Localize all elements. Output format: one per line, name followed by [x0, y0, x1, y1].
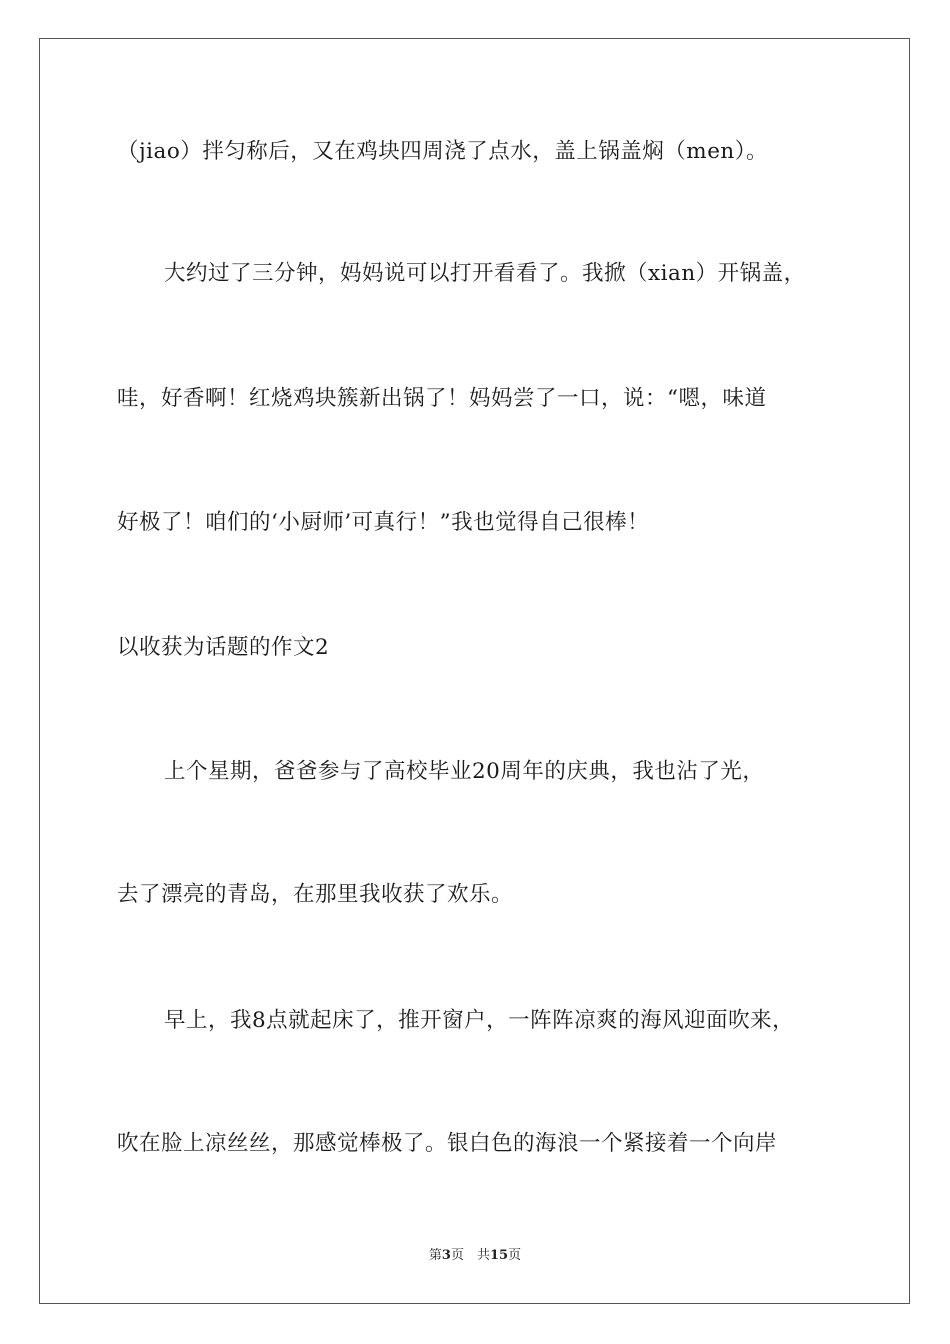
text-line-6: 上个星期，爸爸参与了高校毕业20周年的庆典，我也沾了光，	[164, 759, 765, 784]
text-line-3: 哇，好香啊！红烧鸡块簇新出锅了！妈妈尝了一口，说：“嗯，味道	[117, 386, 767, 411]
footer-total-pages: 15	[489, 1248, 509, 1263]
footer-suffix: 页	[508, 1248, 522, 1263]
footer-prefix: 第	[428, 1248, 442, 1263]
page-border	[39, 38, 910, 1304]
text-line-2: 大约过了三分钟，妈妈说可以打开看看了。我掀（xian）开锅盖，	[164, 261, 806, 286]
text-line-7: 去了漂亮的青岛，在那里我收获了欢乐。	[117, 882, 514, 907]
footer-current-page: 3	[441, 1248, 451, 1263]
text-line-8: 早上，我8点就起床了，推开窗户，一阵阵凉爽的海风迎面吹来，	[164, 1008, 795, 1033]
text-line-1: （jiao）拌匀称后，又在鸡块四周浇了点水，盖上锅盖焖（men）。	[117, 139, 769, 164]
section-heading: 以收获为话题的作文2	[117, 635, 330, 660]
text-line-9: 吹在脸上凉丝丝，那感觉棒极了。银白色的海浪一个紧接着一个向岸	[117, 1131, 778, 1156]
page-footer	[0, 1246, 950, 1266]
text-line-4: 好极了！咱们的‘小厨师’可真行！”我也觉得自己很棒！	[117, 510, 650, 535]
footer-mid: 页 共	[450, 1248, 490, 1263]
